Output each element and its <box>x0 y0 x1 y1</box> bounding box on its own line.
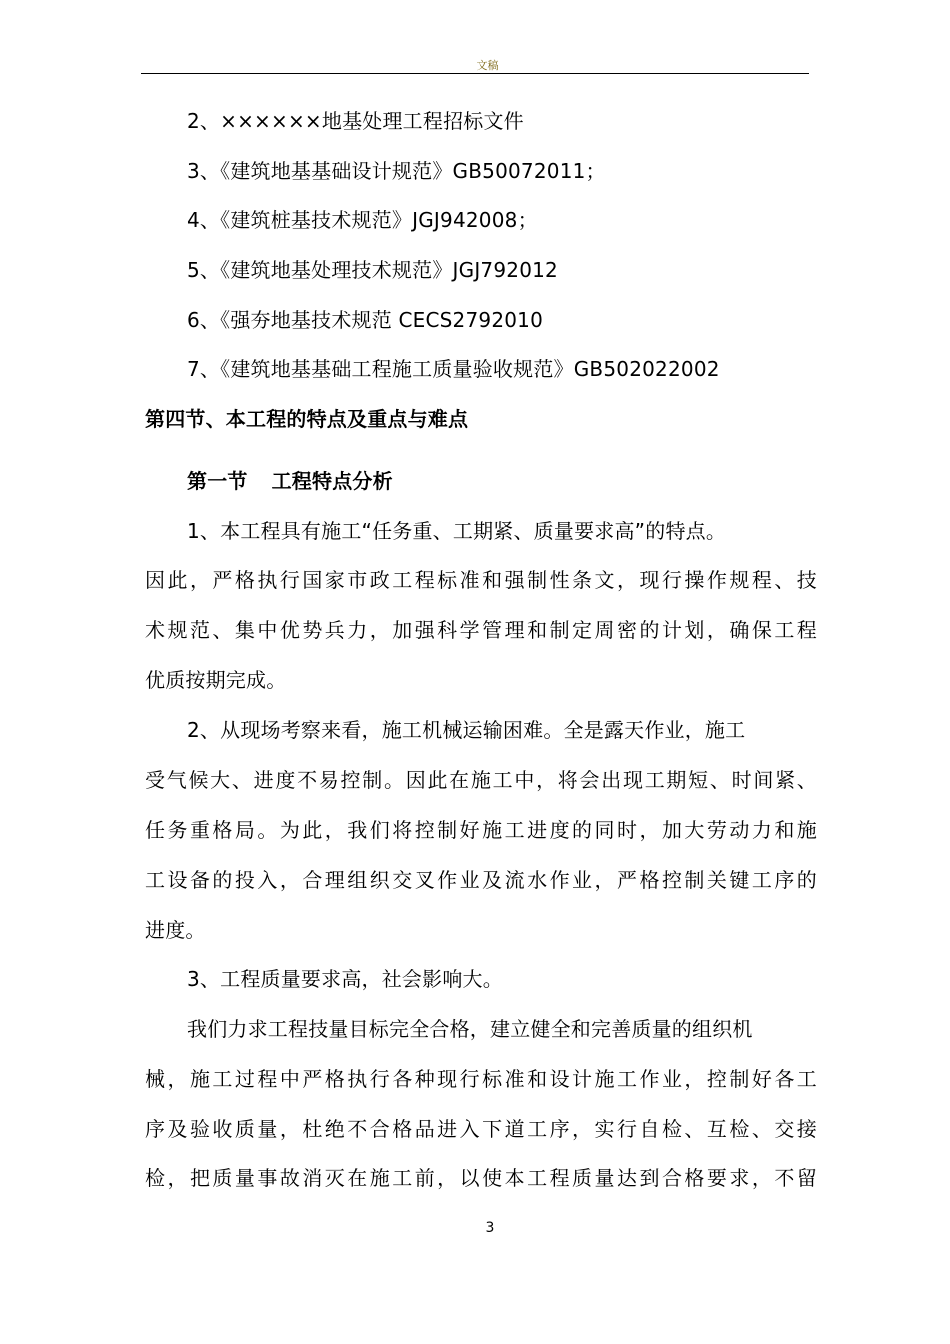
paragraph-4-line-2: 械，施工过程中严格执行各种现行标准和设计施工作业，控制好各工 <box>145 1067 817 1091</box>
reference-item-6: 6、《强夯地基技术规范 CECS2792010 <box>187 308 544 332</box>
reference-item-3: 3、《建筑地基基础设计规范》GB50072011； <box>187 159 606 183</box>
paragraph-2-line-5: 进度。 <box>145 918 206 942</box>
paragraph-1-line-1: 1、本工程具有施工“任务重、工期紧、质量要求高”的特点。 <box>187 519 727 543</box>
header-rule <box>141 73 809 74</box>
paragraph-2-line-1: 2、从现场考察来看，施工机械运输困难。全是露天作业，施工 <box>187 718 746 742</box>
paragraph-2-line-2: 受气候大、进度不易控制。因此在施工中，将会出现工期短、时间紧、 <box>145 768 817 792</box>
page-number: 3 <box>485 1220 495 1236</box>
paragraph-2-line-3: 任务重格局。为此，我们将控制好施工进度的同时，加大劳动力和施 <box>145 818 817 842</box>
reference-item-4: 4、《建筑桩基技术规范》JGJ942008； <box>187 208 538 232</box>
reference-item-7: 7、《建筑地基基础工程施工质量验收规范》GB502022002 <box>187 357 720 381</box>
header-label: 文稿 <box>476 59 499 72</box>
reference-item-5: 5、《建筑地基处理技术规范》JGJ792012 <box>187 258 558 282</box>
paragraph-4-line-4: 检，把质量事故消灭在施工前，以使本工程质量达到合格要求，不留 <box>145 1166 817 1190</box>
paragraph-4-line-3: 序及验收质量，杜绝不合格品进入下道工序，实行自检、互检、交接 <box>145 1117 817 1141</box>
paragraph-1-line-3: 术规范、集中优势兵力，加强科学管理和制定周密的计划，确保工程 <box>145 618 817 642</box>
paragraph-1-line-2: 因此，严格执行国家市政工程标准和强制性条文，现行操作规程、技 <box>145 568 817 592</box>
reference-item-2: 2、××××××地基处理工程招标文件 <box>187 109 524 133</box>
paragraph-1-line-4: 优质按期完成。 <box>145 668 287 692</box>
section-heading: 第四节、本工程的特点及重点与难点 <box>145 407 469 431</box>
subsection-heading <box>187 469 393 493</box>
subsection-number: 第一节 <box>187 469 248 493</box>
subsection-title: 工程特点分析 <box>271 469 393 493</box>
paragraph-3-line-1: 3、工程质量要求高，社会影响大。 <box>187 967 503 991</box>
paragraph-4-line-1: 我们力求工程技量目标完全合格，建立健全和完善质量的组织机 <box>187 1017 753 1041</box>
paragraph-2-line-4: 工设备的投入，合理组织交叉作业及流水作业，严格控制关键工序的 <box>145 868 817 892</box>
